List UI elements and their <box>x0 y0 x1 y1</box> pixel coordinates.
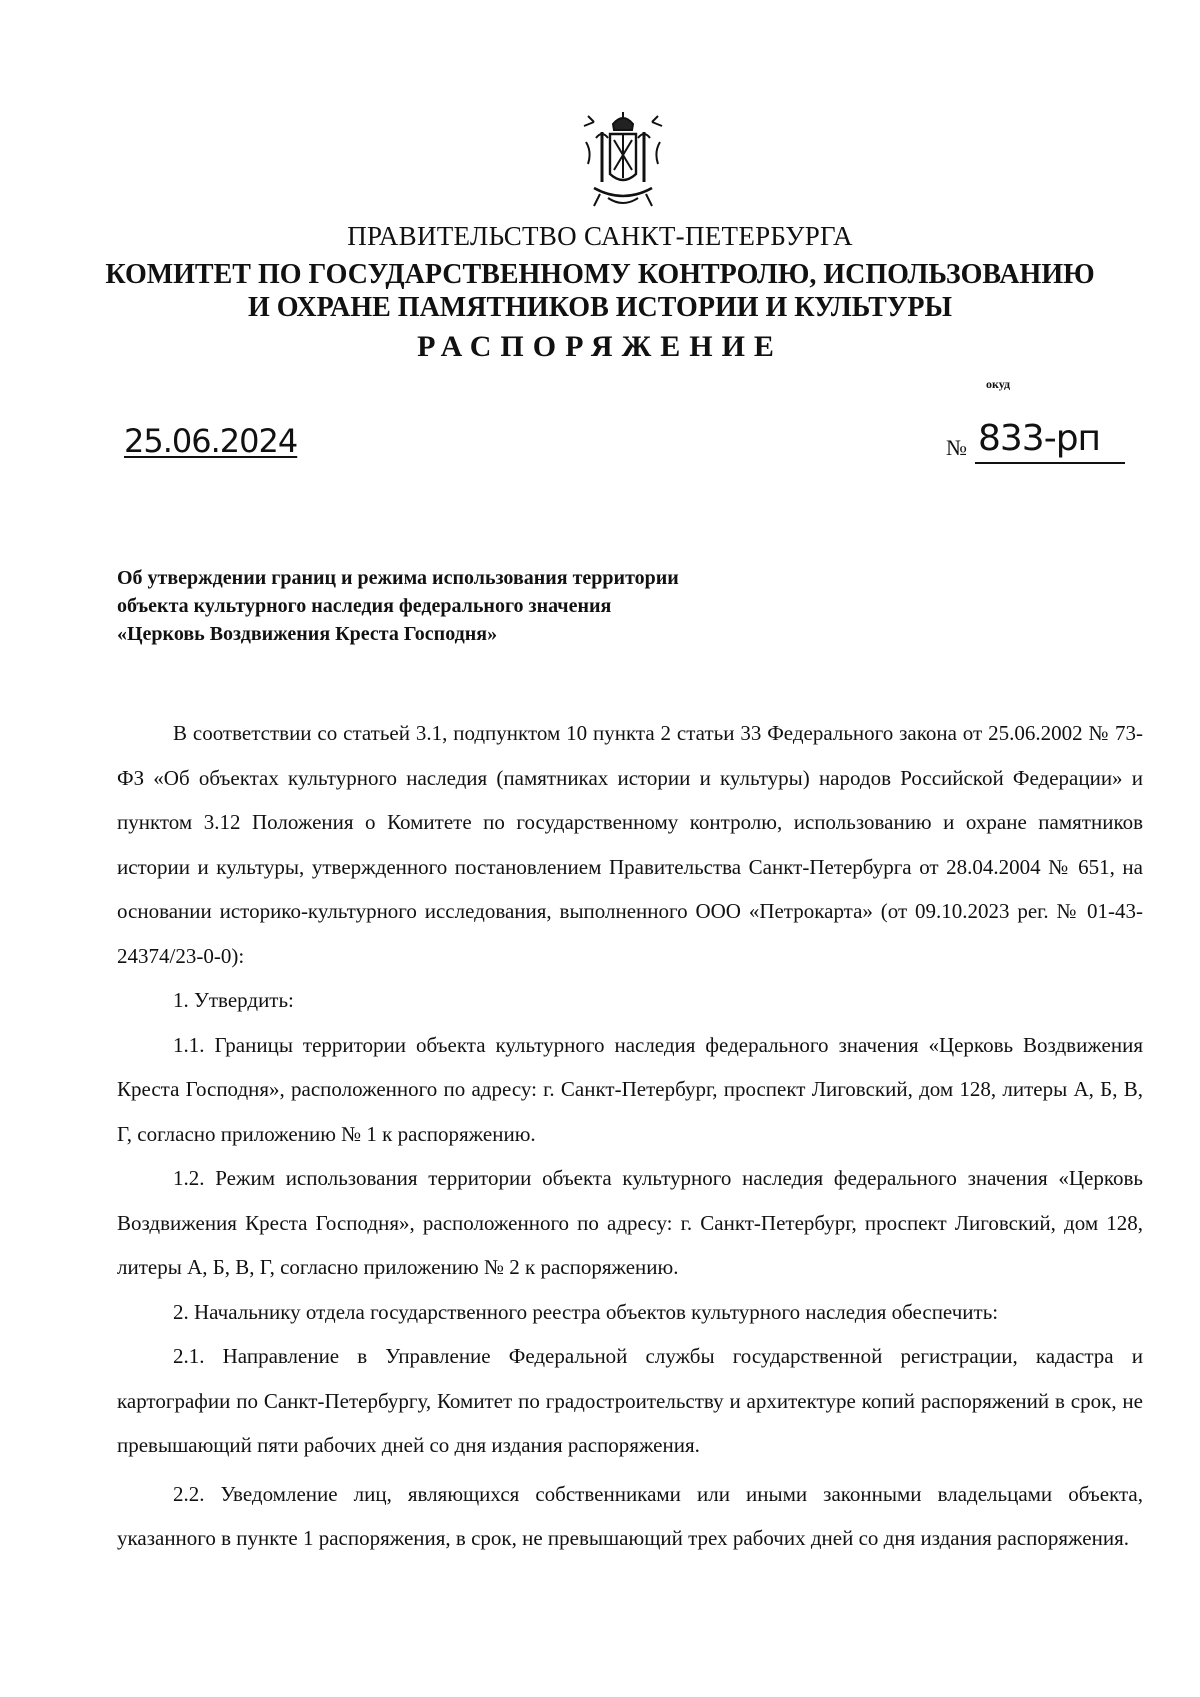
clause-1-2: 1.2. Режим использования территории объекта культурного наследия федерального значения «Церковь Воздвижения Креста Господня», расположенного по адресу: г. Санкт-Петербург, проспект Лиговский, дом 128, литеры А, Б, В, Г, согласно приложению № 2 к распоряжению. <box>117 1166 1143 1279</box>
document-type: РАСПОРЯЖЕНИЕ <box>417 330 783 363</box>
document-date: 25.06.2024 <box>124 422 298 460</box>
preamble-paragraph: В соответствии со статьей 3.1, подпунктом 10 пункта 2 статьи 33 Федерального закона от 25.06.2002 № 73-ФЗ «Об объектах культурного наследия (памятниках истории и культуры) народов Российской Федерации» и пунктом 3.12 Положения о Комитете по государственному контролю, использованию и охране памятников истории и культуры, утвержденного постановлением Правительства Санкт-Петербурга от 28.04.2004 № 651, на основании историко-культурного исследования, выполненного ООО «Петрокарта» (от 09.10.2023 рег. № 01-43-24374/23-0-0): <box>117 721 1143 968</box>
committee-line-2: И ОХРАНЕ ПАМЯТНИКОВ ИСТОРИИ И КУЛЬТУРЫ <box>248 292 952 323</box>
clause-1-1: 1.1. Границы территории объекта культурного наследия федерального значения «Церковь Воздвижения Креста Господня», расположенного по адресу: г. Санкт-Петербург, проспект Лиговский, дом 128, литеры А, Б, В, Г, согласно приложению № 1 к распоряжению. <box>117 1032 1143 1146</box>
number-label: № <box>946 435 967 460</box>
clause-2: 2. Начальнику отдела государственного реестра объектов культурного наследия обеспечить: <box>173 1299 999 1324</box>
subject-line-1: Об утверждении границ и режима использования территории <box>117 567 679 589</box>
committee-line-1: КОМИТЕТ ПО ГОСУДАРСТВЕННОМУ КОНТРОЛЮ, ИСПОЛЬЗОВАНИЮ <box>105 259 1095 290</box>
clause-2-1: 2.1. Направление в Управление Федеральной службы государственной регистрации, кадастра и картографии по Санкт-Петербургу, Комитет по градостроительству и архитектуре копий распоряжений в срок, не превышающий пяти рабочих дней со дня издания распоряжения. <box>117 1344 1143 1457</box>
subject-line-3: «Церковь Воздвижения Креста Господня» <box>117 623 498 645</box>
committee-name <box>0 258 1200 324</box>
government-name: ПРАВИТЕЛЬСТВО САНКТ-ПЕТЕРБУРГА <box>347 221 853 251</box>
clause-1: 1. Утвердить: <box>173 988 294 1012</box>
document-subject <box>117 564 679 648</box>
document-number: 833-рп <box>978 418 1101 459</box>
document-body <box>117 711 1143 1561</box>
clause-2-2: 2.2. Уведомление лиц, являющихся собственниками или иными законными владельцами объекта, указанного в пункте 1 распоряжения, в срок, не превышающий трех рабочих дней со дня издания распоряжения. <box>117 1481 1143 1550</box>
number-underline <box>975 462 1125 464</box>
coat-of-arms-icon <box>580 112 666 212</box>
subject-line-2: объекта культурного наследия федерального значения <box>117 595 612 617</box>
okud-label: окуд <box>986 377 1011 391</box>
